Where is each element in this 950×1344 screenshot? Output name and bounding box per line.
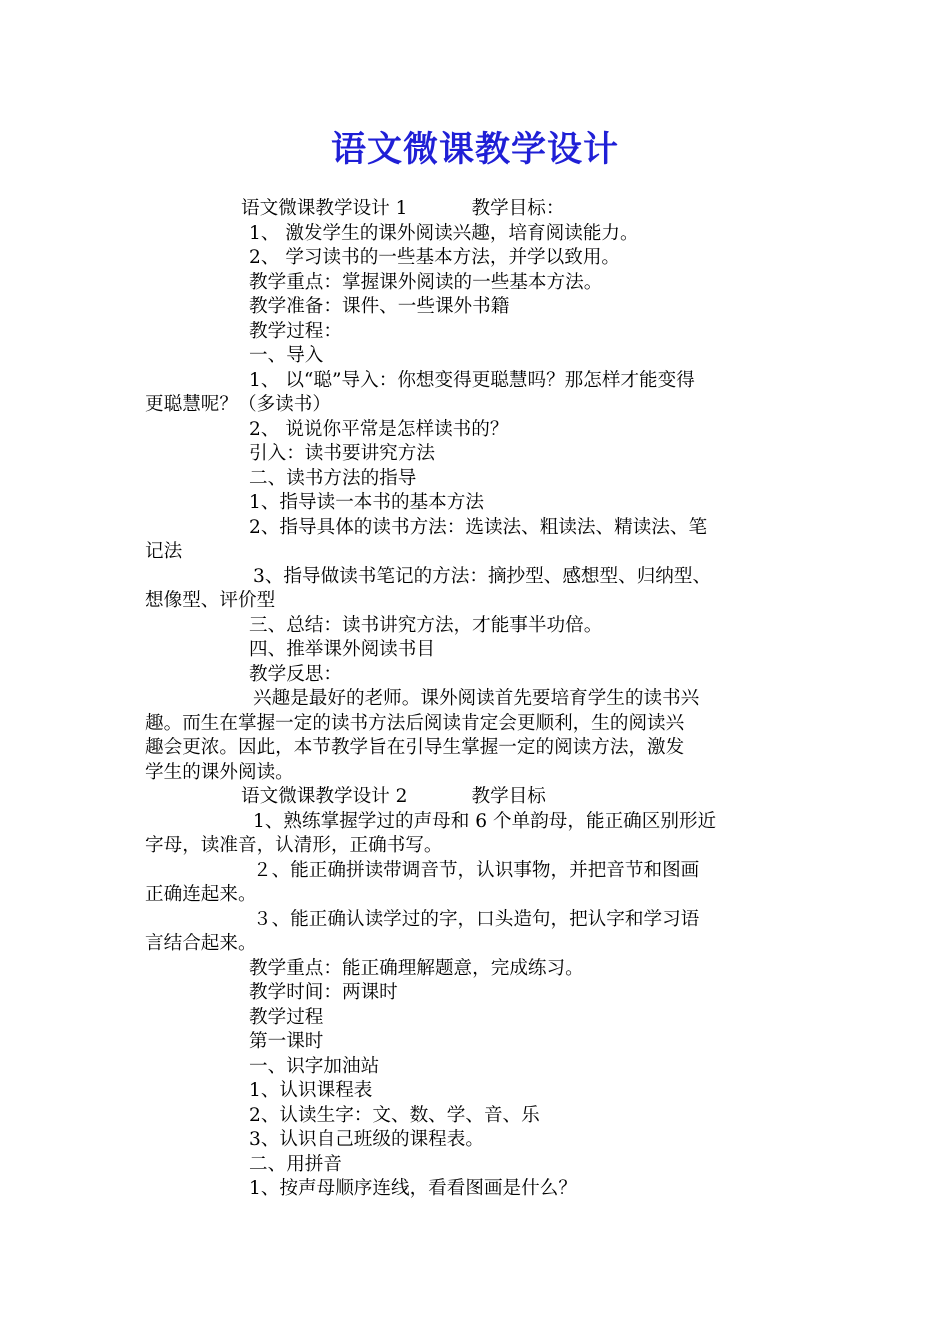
paragraph-line: 引入：读书要讲究方法	[249, 443, 435, 464]
paragraph-line: 2、认读生字：文、数、学、音、乐	[249, 1104, 540, 1126]
paragraph-line: 3、认识自己班级的课程表。	[249, 1129, 484, 1150]
paragraph-line: 1、 以“聪”导入：你想变得更聪慧吗？那怎样才能变得	[249, 369, 695, 391]
paragraph-continuation: 更聪慧呢？（多读书）	[145, 394, 331, 415]
paragraph-continuation: 想像型、评价型	[145, 590, 276, 611]
paragraph-line: 教学反思：	[249, 663, 342, 685]
section-title: 语文微课教学设计 1	[241, 198, 408, 219]
paragraph-continuation: 趣。而生在掌握一定的读书方法后阅读肯定会更顺利，生的阅读兴	[145, 712, 685, 734]
paragraph-line: 教学准备：课件、一些课外书籍	[249, 296, 510, 317]
paragraph-line: 2、 学习读书的一些基本方法，并学以致用。	[249, 247, 621, 268]
paragraph-line: 1、认识课程表	[249, 1080, 373, 1101]
paragraph-continuation: 言结合起来。	[145, 933, 257, 954]
paragraph-line: ３、能正确认读学过的字，口头造句，把认字和学习语	[253, 908, 700, 930]
section-heading-line	[145, 197, 807, 222]
section-subtitle: 教学目标	[471, 786, 546, 807]
paragraph-line: 教学时间：两课时	[249, 982, 398, 1003]
paragraph-line: 1、 激发学生的课外阅读兴趣，培育阅读能力。	[249, 222, 639, 244]
paragraph-line: 三、总结：读书讲究方法，才能事半功倍。	[249, 614, 603, 636]
document-body	[145, 197, 807, 1202]
paragraph-line: 兴趣是最好的老师。课外阅读首先要培育学生的读书兴	[253, 688, 700, 709]
paragraph-line: 第一课时	[249, 1031, 324, 1052]
paragraph-line: 一、识字加油站	[249, 1055, 380, 1077]
paragraph-continuation: 正确连起来。	[145, 884, 257, 905]
paragraph-line: 教学重点：能正确理解题意，完成练习。	[249, 957, 584, 979]
paragraph-line: 1、熟练掌握学过的声母和 6 个单韵母，能正确区别形近	[253, 810, 717, 832]
paragraph-line: 1、指导读一本书的基本方法	[249, 492, 484, 513]
paragraph-line: 3、指导做读书笔记的方法：摘抄型、感想型、归纳型、	[253, 565, 712, 587]
paragraph-line: 教学重点：掌握课外阅读的一些基本方法。	[249, 271, 603, 293]
document-title: 语文微课教学设计	[330, 129, 619, 170]
paragraph-line: 二、用拼音	[249, 1153, 342, 1175]
paragraph-continuation: 字母，读准音，认清形，正确书写。	[145, 835, 443, 856]
paragraph-line: 2、指导具体的读书方法：选读法、粗读法、精读法、笔	[249, 516, 708, 538]
section-title: 语文微课教学设计 2	[241, 786, 408, 807]
paragraph-line: 教学过程：	[249, 320, 342, 342]
paragraph-line: 2、 说说你平常是怎样读书的？	[249, 418, 509, 440]
paragraph-continuation: 学生的课外阅读。	[145, 761, 294, 783]
paragraph-line: 一、导入	[249, 345, 324, 366]
paragraph-line: 1、按声母顺序连线，看看图画是什么？	[249, 1178, 577, 1199]
paragraph-line: ２、能正确拼读带调音节，认识事物，并把音节和图画	[253, 859, 700, 881]
paragraph-continuation: 记法	[145, 541, 183, 562]
section-heading-line	[145, 785, 807, 810]
paragraph-continuation: 趣会更浓。因此，本节教学旨在引导生掌握一定的阅读方法，激发	[145, 737, 685, 758]
paragraph-line: 四、推举课外阅读书目	[249, 639, 435, 660]
section-subtitle: 教学目标：	[471, 198, 565, 219]
paragraph-line: 二、读书方法的指导	[249, 467, 417, 489]
paragraph-line: 教学过程	[249, 1006, 324, 1028]
